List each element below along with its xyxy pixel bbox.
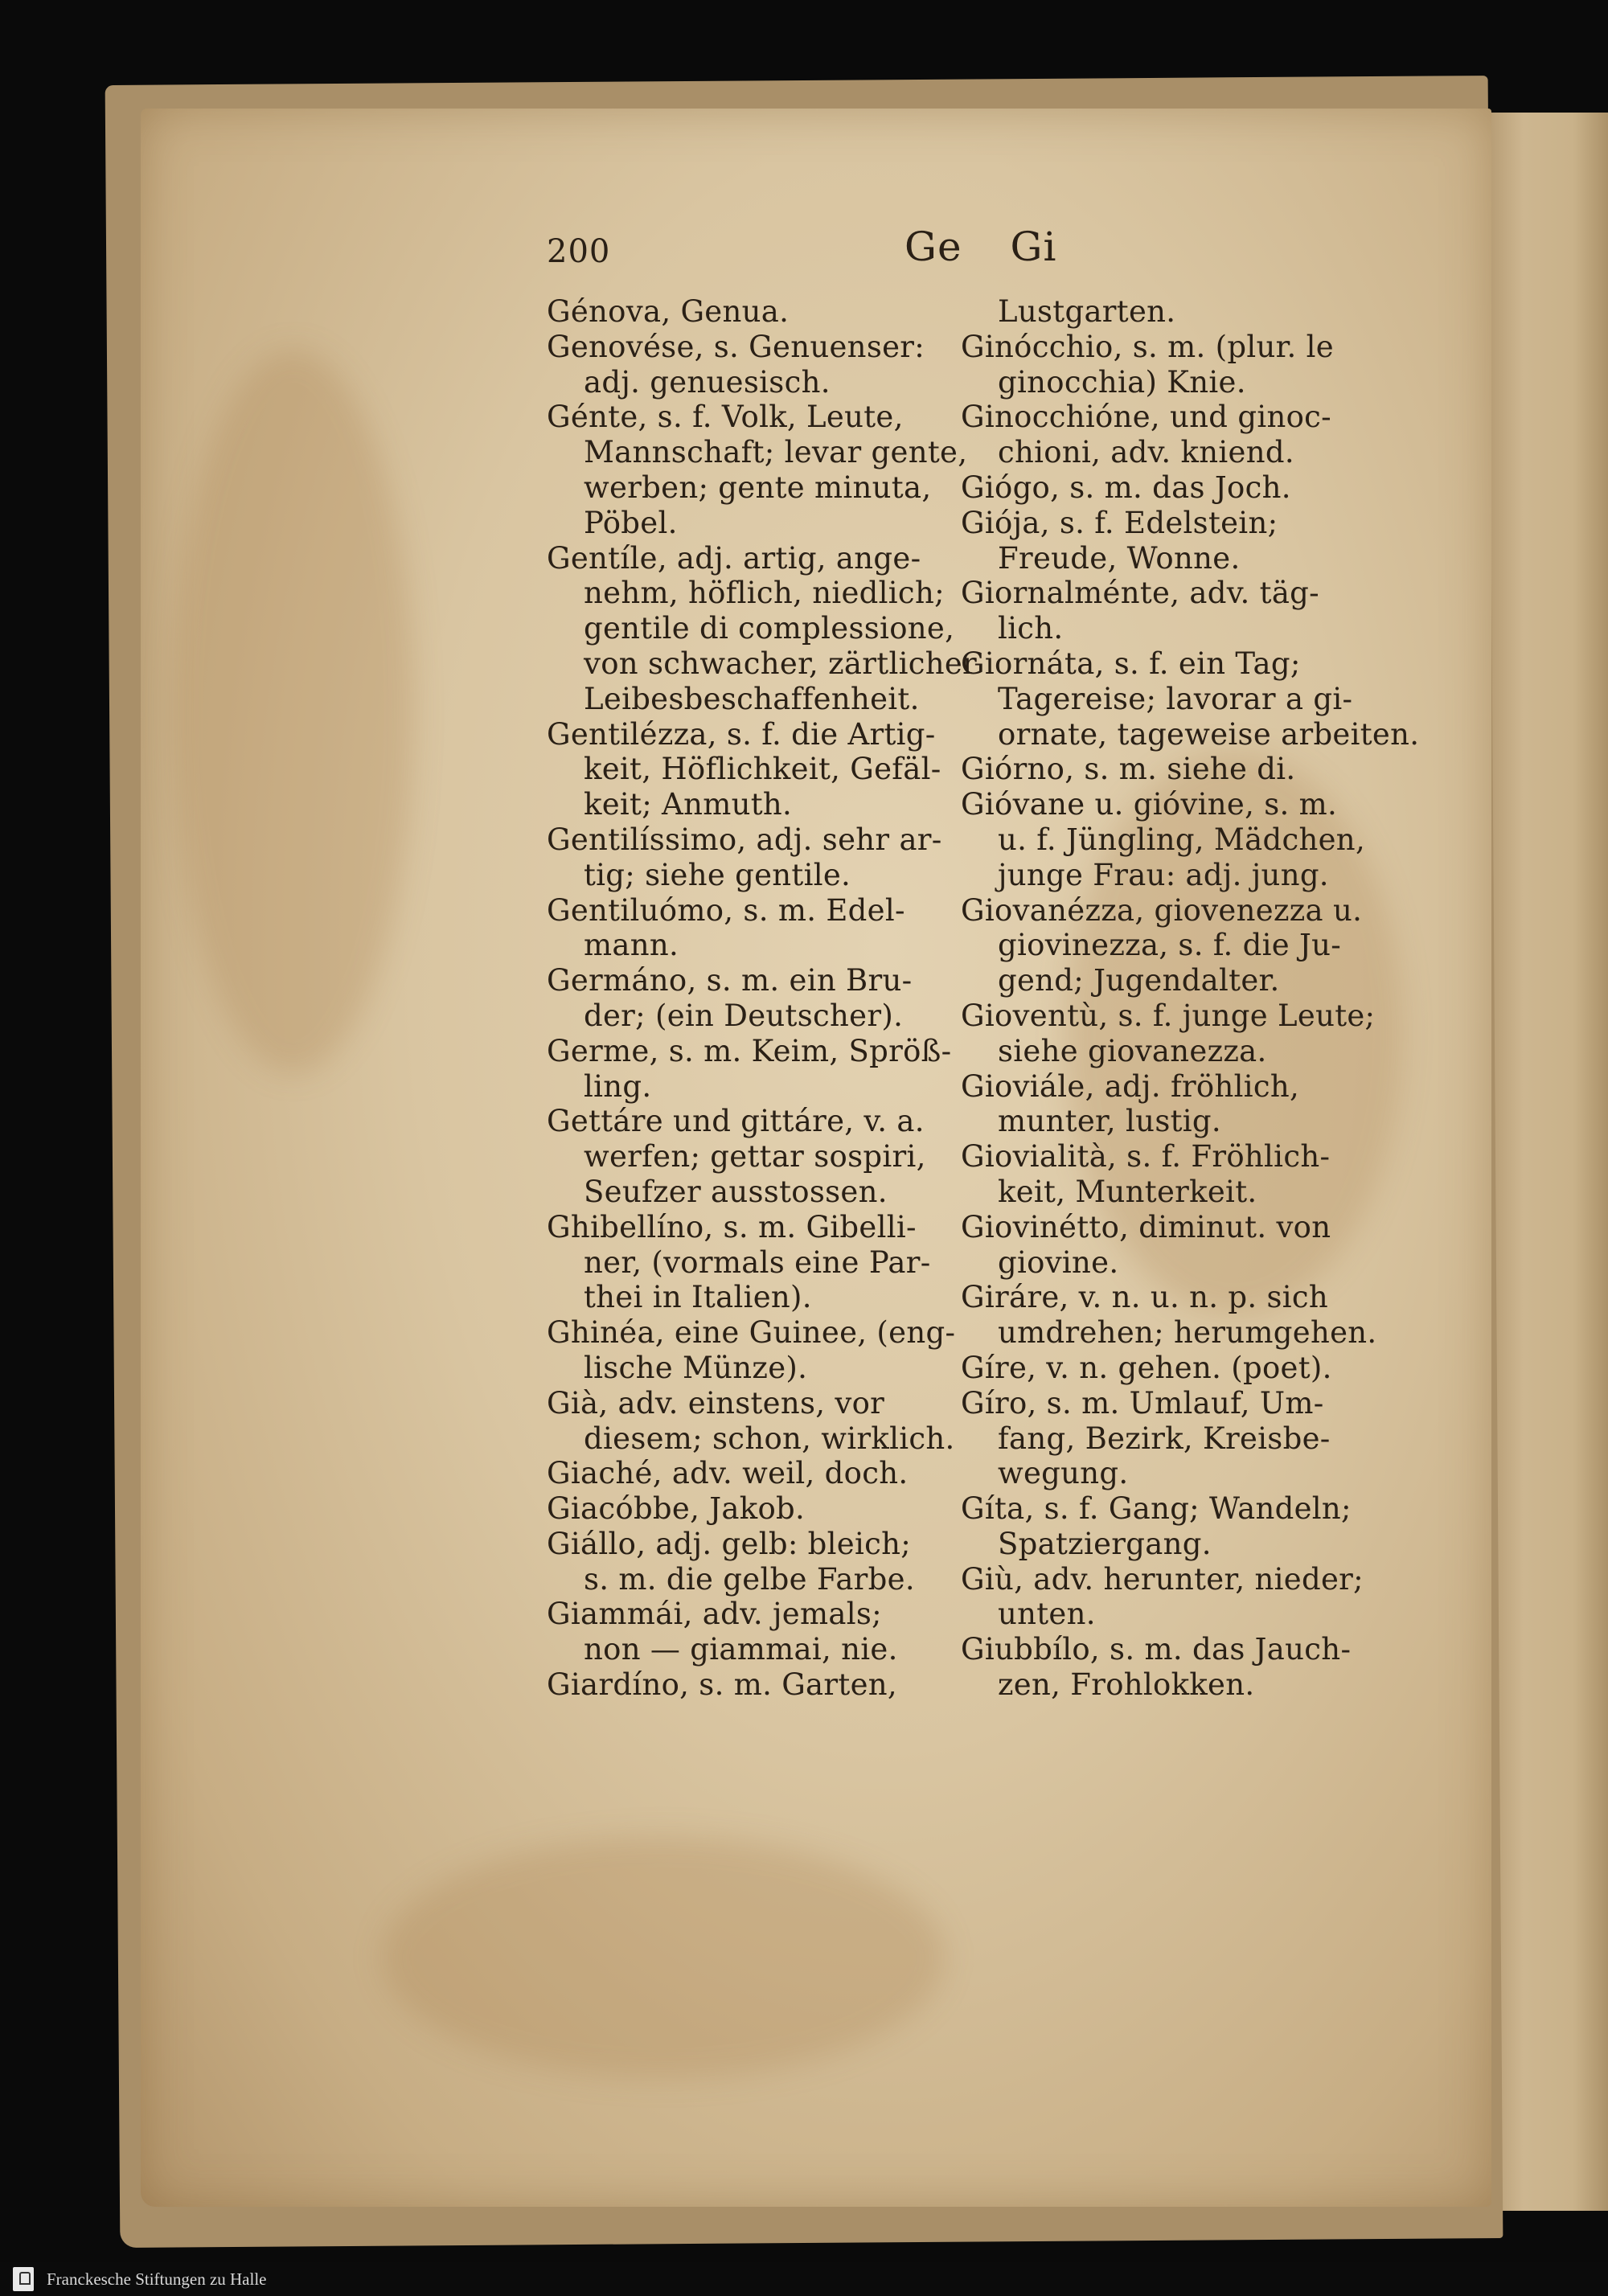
entry-line: Gentíle, adj. artig, ange- [547, 540, 921, 576]
entry-line: u. f. Jüngling, Mädchen, [998, 822, 1365, 857]
right-column [961, 294, 1420, 1703]
institution-credit: Franckesche Stiftungen zu Halle [47, 2269, 267, 2289]
entry-line: keit; Anmuth. [584, 787, 793, 822]
entry-line: munter, lustig. [998, 1104, 1221, 1139]
entry-line: Gíre, v. n. gehen. (poet). [961, 1350, 1332, 1385]
entry-line: von schwacher, zärtlicher [584, 646, 978, 681]
entry-line: lich. [998, 611, 1064, 646]
entry-line: Giornáta, s. f. ein Tag; [961, 646, 1301, 681]
entry-line: Ghibellíno, s. m. Gibelli- [547, 1209, 917, 1244]
entry-line: Gíro, s. m. Umlauf, Um- [961, 1385, 1324, 1421]
entry-line: gentile di complessione, [584, 611, 955, 646]
entry-line: diesem; schon, wirklich. [584, 1421, 955, 1456]
entry-line: Germe, s. m. Keim, Spröß- [547, 1033, 952, 1068]
entry-line: Lustgarten. [998, 294, 1176, 329]
page-header [0, 223, 1608, 288]
entry-line: werben; gente minuta, [584, 469, 932, 505]
entry-line: adj. genuesisch. [584, 364, 831, 400]
entry-line: Gíta, s. f. Gang; Wandeln; [961, 1491, 1352, 1527]
institution-logo-icon [13, 2267, 34, 2291]
entry-line: Giórno, s. m. siehe di. [961, 752, 1296, 787]
entry-line: Giója, s. f. Edelstein; [961, 505, 1278, 540]
entry-line: Ghinéa, eine Guinee, (eng- [547, 1315, 956, 1351]
entry-line: Spatziergang. [998, 1526, 1212, 1561]
entry-line: chioni, adv. kniend. [998, 435, 1294, 470]
entry-line: Gióvane u. gióvine, s. m. [961, 787, 1338, 822]
entry-line: Giubbílo, s. m. das Jauch- [961, 1632, 1352, 1667]
entry-line: thei in Italien). [584, 1280, 812, 1315]
entry-line: Gentilézza, s. f. die Artig- [547, 716, 936, 752]
entry-line: Giráre, v. n. u. n. p. sich [961, 1280, 1329, 1315]
entry-line: Génova, Genua. [547, 294, 790, 329]
paper-stain [382, 1837, 945, 2078]
entry-line: Tagereise; lavorar a gi- [998, 681, 1353, 716]
left-column [547, 294, 978, 1703]
entry-line: Giógo, s. m. das Joch. [961, 469, 1291, 505]
entry-line: ling. [584, 1068, 652, 1104]
entry-line: Seufzer ausstossen. [584, 1174, 888, 1209]
running-head-to: Gi [1010, 223, 1057, 270]
entry-line: fang, Bezirk, Kreisbe- [998, 1421, 1331, 1456]
entry-line: zen, Frohlokken. [998, 1667, 1255, 1703]
entry-line: werfen; gettar sospiri, [584, 1139, 926, 1175]
entry-line: Giaché, adv. weil, doch. [547, 1456, 909, 1491]
entry-line: der; (ein Deutscher). [584, 998, 904, 1033]
entry-line: Già, adv. einstens, vor [547, 1385, 885, 1421]
entry-line: Gentiluómo, s. m. Edel- [547, 892, 905, 928]
entry-line: ner, (vormals eine Par- [584, 1244, 931, 1280]
entry-line: Mannschaft; levar gente, [584, 435, 968, 470]
entry-line: Giacóbbe, Jakob. [547, 1491, 806, 1527]
entry-line: lische Münze). [584, 1350, 808, 1385]
entry-line: Ginocchióne, und ginoc- [961, 400, 1331, 435]
paper-stain [173, 350, 414, 1073]
entry-line: Giornalménte, adv. täg- [961, 576, 1319, 611]
entry-line: unten. [998, 1597, 1096, 1632]
running-head [904, 223, 1056, 270]
facing-page-edge [1483, 113, 1608, 2211]
entry-line: keit, Höflichkeit, Gefäl- [584, 752, 941, 787]
entry-line: Freude, Wonne. [998, 540, 1241, 576]
entry-line: Ginócchio, s. m. (plur. le [961, 329, 1334, 364]
entry-line: Giardíno, s. m. Garten, [547, 1667, 897, 1703]
entry-line: Giammái, adv. jemals; [547, 1597, 882, 1632]
entry-line: Giovinétto, diminut. von [961, 1209, 1331, 1244]
entry-line: Genovése, s. Genuenser: [547, 329, 925, 364]
entry-line: ginocchia) Knie. [998, 364, 1246, 400]
entry-line: mann. [584, 928, 679, 963]
entry-line: Giállo, adj. gelb: bleich; [547, 1526, 912, 1561]
entry-line: siehe giovanezza. [998, 1033, 1267, 1068]
entry-line: Gioviále, adj. fröhlich, [961, 1068, 1300, 1104]
entry-line: gend; Jugendalter. [998, 963, 1280, 998]
entry-line: keit, Munterkeit. [998, 1174, 1257, 1209]
entry-line: non — giammai, nie. [584, 1632, 898, 1667]
page-number: 200 [547, 233, 611, 270]
entry-line: nehm, höflich, niedlich; [584, 576, 945, 611]
entry-line: Germáno, s. m. ein Bru- [547, 963, 913, 998]
entry-line: s. m. die gelbe Farbe. [584, 1561, 915, 1597]
entry-line: Leibesbeschaffenheit. [584, 681, 920, 716]
entry-line: Giovialità, s. f. Fröhlich- [961, 1139, 1331, 1175]
entry-line: Gioventù, s. f. junge Leute; [961, 998, 1376, 1033]
entry-line: junge Frau: adj. jung. [998, 857, 1329, 892]
entry-line: Giù, adv. herunter, nieder; [961, 1561, 1364, 1597]
entry-line: Pöbel. [584, 505, 678, 540]
entry-line: Génte, s. f. Volk, Leute, [547, 400, 904, 435]
entry-line: Giovanézza, giovenezza u. [961, 892, 1363, 928]
entry-line: tig; siehe gentile. [584, 857, 851, 892]
entry-line: Gettáre und gittáre, v. a. [547, 1104, 925, 1139]
running-head-from: Ge [904, 223, 962, 270]
footer-bar [0, 2262, 1608, 2296]
entry-line: wegung. [998, 1456, 1129, 1491]
entry-line: giovine. [998, 1244, 1119, 1280]
entry-line: ornate, tageweise arbeiten. [998, 716, 1420, 752]
entry-line: giovinezza, s. f. die Ju- [998, 928, 1342, 963]
entry-line: umdrehen; herumgehen. [998, 1315, 1377, 1351]
entry-line: Gentilíssimo, adj. sehr ar- [547, 822, 942, 857]
